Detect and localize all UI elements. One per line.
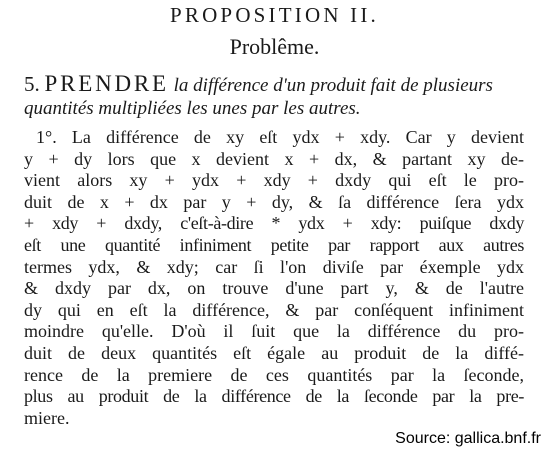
body-line: termes ydx, & xdy; car ſi l'on diviſe par éxemple ydx: [24, 256, 524, 277]
body-line: dy qui en eſt la différence, & par conſéquent infiniment: [24, 299, 524, 320]
proposition-heading: PROPOSITION II.: [169, 3, 379, 27]
body-line: duit de deux quantités eſt égale au produit de la diffé-: [24, 342, 524, 363]
body-line: plus au produit de la différence de la ſeconde par la pre-: [24, 386, 524, 407]
body-line: + xdy + dxdy, c'eſt-à-dire * ydx + xdy: puiſque dxdy: [24, 213, 524, 234]
body-line: vient alors xy + ydx + xdy + dxdy qui eſt le pro-: [24, 170, 524, 191]
problem-subheading: Problême.: [229, 34, 320, 59]
body-line: y + dy lors que x devient x + dx, & partant xy de-: [24, 148, 524, 169]
body-line: duit de x + dx par y + dy, & ſa différence ſera ydx: [24, 191, 524, 212]
statement-lead-word: PRENDRE: [44, 71, 169, 96]
body-paragraph: [24, 127, 524, 429]
body-line: 1°. La différence de xy eſt ydx + xdy. Car y devient: [36, 127, 524, 147]
source-credit: Source: gallica.bnf.fr: [395, 430, 541, 447]
body-line: miere.: [24, 407, 70, 428]
body-line: & dxdy par dx, on trouve d'une part y, & de l'autre: [24, 278, 524, 299]
statement-italic-text: la différence d'un produit fait de plusieurs quantités multipliées les unes par les autres.: [24, 75, 493, 119]
body-line: moindre qu'elle. D'où il ſuit que la différence du pro-: [24, 321, 524, 342]
problem-statement: [24, 72, 524, 120]
body-line: rence de la premiere de ces quantités par la ſeconde,: [24, 364, 524, 385]
statement-number: 5.: [24, 72, 40, 96]
body-line: eſt une quantité infiniment petite par rapport aux autres: [24, 234, 524, 255]
